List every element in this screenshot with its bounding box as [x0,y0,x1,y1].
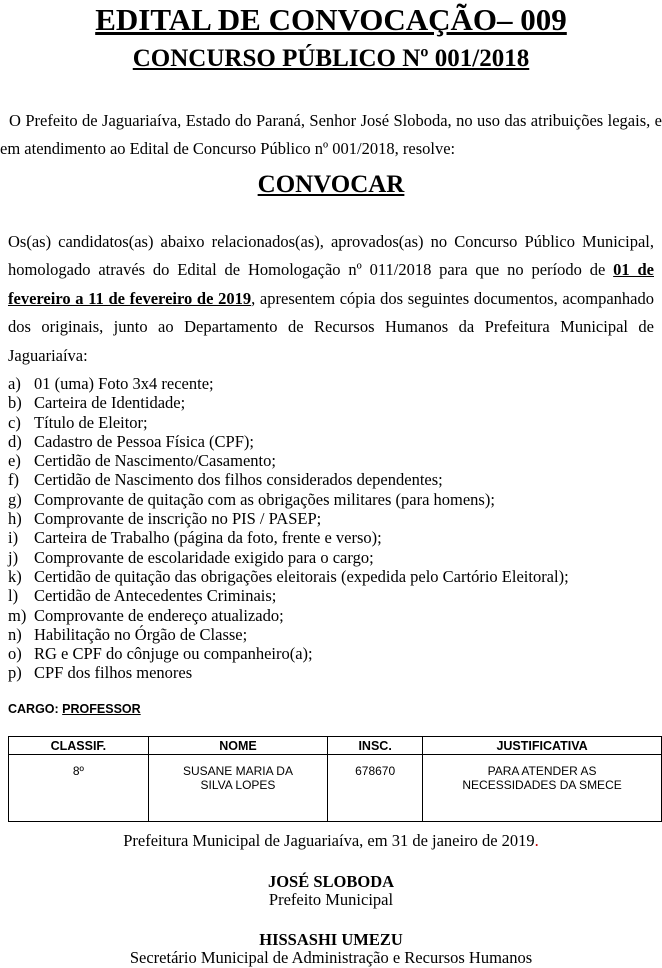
document-subtitle: CONCURSO PÚBLICO Nº 001/2018 [132,45,530,72]
document-letter: d) [8,431,22,451]
cargo-value: PROFESSOR [62,702,141,716]
document-item [8,451,658,470]
document-item [8,490,658,509]
document-text: 01 (uma) Foto 3x4 recente; [34,374,214,393]
table-row [9,755,662,822]
cell-classif: 8º [9,755,149,822]
document-letter: p) [8,663,22,683]
header-justificativa: JUSTIFICATIVA [423,737,662,755]
document-text: Certidão de quitação das obrigações eleitorais (expedida pelo Cartório Eleitoral); [34,566,569,586]
document-title: EDITAL DE CONVOCAÇÃO– 009 [95,2,567,37]
document-letter: j) [8,547,19,567]
signatory-name: HISSASHI UMEZU [259,930,403,949]
body-text-part1: Os(as) candidatos(as) abaixo relacionados(as), aprovados(as) no Concurso Público Municipal, homologado através do Edital de Homologação nº 011/2018 para que no período de [8,232,654,280]
cargo-label: CARGO: [8,702,63,716]
document-text: Comprovante de escolaridade exigido para o cargo; [34,547,374,567]
document-text: Certidão de Antecedentes Criminais; [34,586,277,606]
document-letter: k) [8,566,22,586]
document-item [8,374,658,393]
document-item [8,548,658,567]
signatory-role: Prefeito Municipal [268,890,394,909]
document-text: Certidão de Nascimento/Casamento; [34,451,276,471]
date-line [0,831,662,850]
header-classif: CLASSIF. [9,737,149,755]
document-letter: h) [8,509,22,529]
cargo-line [8,702,141,716]
document-item [8,644,658,663]
document-item [8,509,658,528]
document-item [8,586,658,605]
cell-nome: SUSANE MARIA DA SILVA LOPES [148,755,327,822]
document-text: RG e CPF do cônjuge ou companheiro(a); [34,644,313,664]
document-letter: l) [8,586,19,606]
document-text: Comprovante de endereço atualizado; [34,605,284,625]
document-item [8,567,658,586]
document-item [8,393,658,412]
document-text: CPF dos filhos menores [34,663,193,683]
document-letter: a) [8,374,21,393]
document-text: Comprovante de quitação com as obrigações militares (para homens); [34,489,495,509]
document-text: Certidão de Nascimento dos filhos considerados dependentes; [34,470,443,490]
document-letter: m) [8,605,27,625]
document-text: Habilitação no Órgão de Classe; [34,624,248,644]
document-item [8,413,658,432]
date-text: Prefeitura Municipal de Jaguariaíva, em 31 de janeiro de 2019 [123,831,535,850]
document-letter: b) [8,393,22,413]
document-text: Carteira de Identidade; [34,393,186,413]
document-text: Cadastro de Pessoa Física (CPF); [34,431,254,451]
cell-justificativa: PARA ATENDER AS NECESSIDADES DA SMECE [423,755,662,822]
intro-paragraph: O Prefeito de Jaguariaíva, Estado do Paraná, Senhor José Sloboda, no uso das atribuições legais, e em atendimento ao Edital de Concurso Público nº 001/2018, resolve: [0,111,662,158]
action-heading: CONVOCAR [257,171,405,198]
document-letter: i) [8,528,19,548]
document-text: Carteira de Trabalho (página da foto, frente e verso); [34,528,382,548]
document-text: Título de Eleitor; [34,412,148,432]
body-text-part2: , apresentem cópia dos seguintes documentos, acompanhado dos originais, junto ao Departamento de Recursos Humanos da Prefeitura Municipal de Jaguariaíva: [8,288,654,365]
submission-period: 01 de fevereiro a 11 de fevereiro de 2019 [8,260,654,308]
document-letter: g) [8,489,22,509]
document-item [8,528,658,547]
document-letter: o) [8,644,22,664]
header-nome: NOME [148,737,327,755]
signatory-role: Secretário Municipal de Administração e Recursos Humanos [129,948,533,967]
document-item [8,625,658,644]
document-item [8,432,658,451]
document-letter: f) [8,470,19,490]
document-letter: n) [8,624,22,644]
convocation-table [8,736,662,822]
body-paragraph [8,228,654,370]
document-letter: c) [8,412,21,432]
document-text: Comprovante de inscrição no PIS / PASEP; [34,509,322,529]
document-item [8,606,658,625]
date-period: . [534,831,539,850]
cell-insc: 678670 [328,755,423,822]
document-letter: e) [8,451,21,471]
signatory-name: JOSÉ SLOBODA [267,872,395,891]
required-documents-list [8,374,658,683]
table-header-row [9,737,662,755]
document-item [8,470,658,489]
header-insc: INSC. [328,737,423,755]
document-item [8,663,658,682]
